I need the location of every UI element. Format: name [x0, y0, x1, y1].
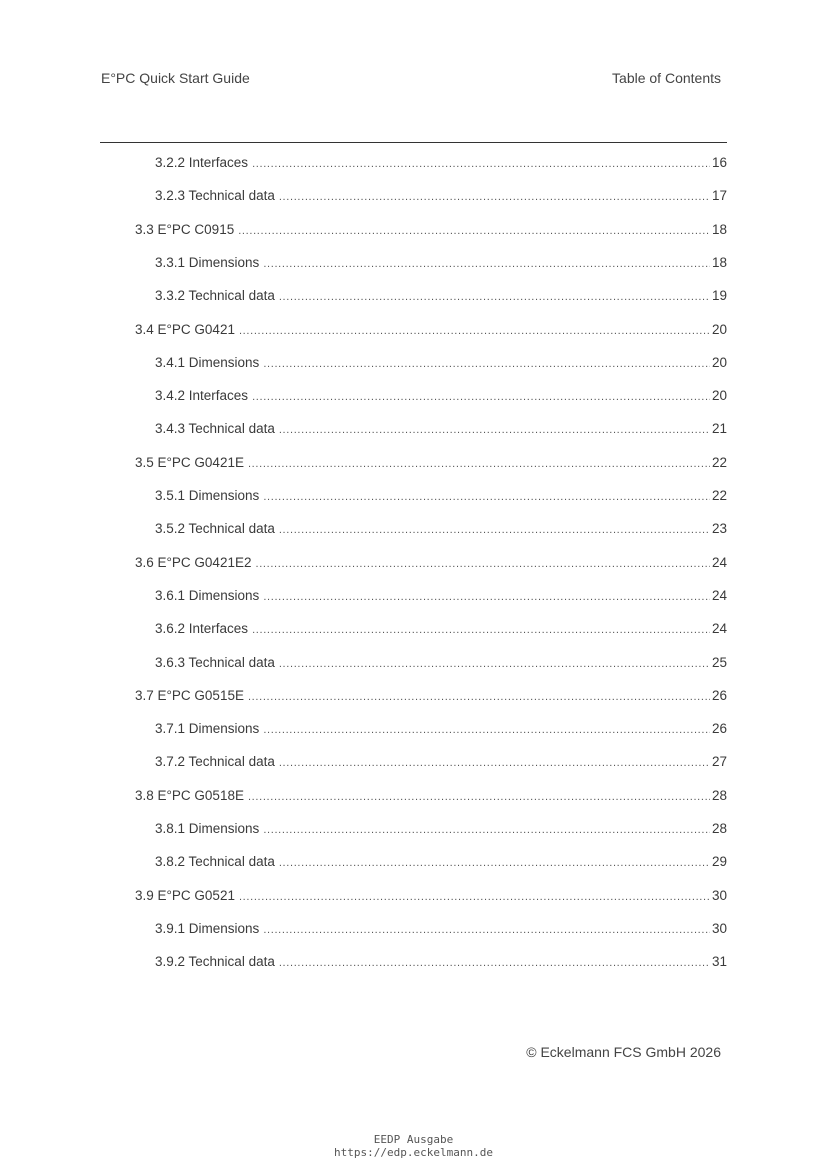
toc-leader-dots [279, 424, 710, 438]
toc-entry-page-number: 24 [711, 554, 727, 570]
toc-entry-page-number: 29 [711, 854, 727, 870]
toc-entry[interactable] [135, 688, 727, 708]
toc-entry-page-number: 31 [711, 954, 727, 970]
toc-entry[interactable] [155, 421, 727, 441]
toc-entry-page-number: 20 [711, 321, 727, 337]
toc-leader-dots [279, 524, 710, 538]
toc-leader-dots [255, 558, 709, 572]
toc-entry-page-number: 18 [711, 254, 727, 270]
toc-entry[interactable] [155, 355, 727, 375]
toc-entry-page-number: 26 [711, 687, 727, 703]
toc-entry-page-number: 22 [711, 454, 727, 470]
footer-edition: EEDP Ausgabe [373, 1133, 454, 1146]
toc-entry-label: 3.8 E°PC G0518E [135, 787, 244, 803]
toc-entry-page-number: 30 [711, 920, 727, 936]
toc-entry-label: 3.3.2 Technical data [155, 288, 275, 304]
toc-entry[interactable] [135, 222, 727, 242]
running-header-section: Table of Contents [612, 70, 721, 86]
toc-entry-page-number: 23 [711, 521, 727, 537]
toc-leader-dots [279, 957, 710, 971]
toc-leader-dots [239, 891, 710, 905]
toc-entry-label: 3.5.2 Technical data [155, 521, 275, 537]
toc-entry-page-number: 19 [711, 288, 727, 304]
toc-leader-dots [252, 391, 710, 405]
toc-entry-page-number: 17 [711, 188, 727, 204]
toc-entry[interactable] [135, 555, 727, 575]
toc-leader-dots [263, 924, 710, 938]
toc-leader-dots [263, 724, 710, 738]
toc-entry[interactable] [135, 322, 727, 342]
toc-leader-dots [238, 225, 710, 239]
toc-leader-dots [252, 158, 710, 172]
toc-entry-page-number: 21 [711, 421, 727, 437]
toc-entry-label: 3.2.2 Interfaces [155, 155, 249, 170]
toc-entry-page-number: 30 [711, 887, 727, 903]
toc-entry-page-number: 24 [711, 621, 727, 637]
toc-leader-dots [248, 691, 710, 705]
toc-leader-dots [263, 491, 710, 505]
toc-entry[interactable] [155, 921, 727, 941]
toc-entry[interactable] [155, 621, 727, 641]
toc-entry[interactable] [155, 588, 727, 608]
toc-entry-label: 3.7.1 Dimensions [155, 721, 260, 737]
running-header-title: E°PC Quick Start Guide [101, 70, 250, 86]
toc-entry-label: 3.4.2 Interfaces [155, 388, 249, 404]
toc-entry-page-number: 26 [711, 721, 727, 737]
toc-entry[interactable] [155, 854, 727, 874]
toc-leader-dots [263, 824, 710, 838]
toc-leader-dots [279, 658, 710, 672]
toc-leader-dots [279, 857, 710, 871]
toc-entry-label: 3.6.2 Interfaces [155, 621, 249, 637]
toc-entry-label: 3.7.2 Technical data [155, 754, 275, 770]
toc-entry-label: 3.4 E°PC G0421 [135, 321, 235, 337]
header-divider [100, 142, 727, 143]
toc-leader-dots [279, 191, 710, 205]
toc-entry-page-number: 27 [711, 754, 727, 770]
toc-leader-dots [279, 757, 710, 771]
toc-entry-page-number: 16 [711, 155, 727, 170]
toc-entry[interactable] [155, 288, 727, 308]
toc-entry-page-number: 28 [711, 787, 727, 803]
footer-url[interactable]: https://edp.eckelmann.de [334, 1146, 493, 1159]
toc-entry[interactable] [155, 255, 727, 275]
toc-leader-dots [248, 791, 710, 805]
toc-entry-label: 3.4.3 Technical data [155, 421, 275, 437]
toc-leader-dots [239, 325, 710, 339]
toc-entry[interactable] [155, 754, 727, 774]
copyright-notice: © Eckelmann FCS GmbH 2026 [526, 1044, 721, 1060]
toc-entry[interactable] [155, 388, 727, 408]
toc-entry-page-number: 18 [711, 221, 727, 237]
toc-entry-page-number: 20 [711, 354, 727, 370]
page-footer [0, 1133, 827, 1159]
toc-entry-label: 3.3.1 Dimensions [155, 254, 260, 270]
toc-entry[interactable] [155, 721, 727, 741]
toc-entry-page-number: 20 [711, 388, 727, 404]
toc-entry-label: 3.9 E°PC G0521 [135, 887, 235, 903]
toc-entry-label: 3.9.2 Technical data [155, 954, 275, 970]
toc-entry[interactable] [135, 788, 727, 808]
toc-entry[interactable] [155, 655, 727, 675]
toc-entry-label: 3.8.1 Dimensions [155, 821, 260, 836]
toc-entry-label: 3.6.1 Dimensions [155, 587, 260, 603]
toc-entry-page-number: 22 [711, 488, 727, 503]
toc-entry[interactable] [155, 488, 727, 508]
toc-leader-dots [248, 458, 710, 472]
toc-entry[interactable] [135, 455, 727, 475]
toc-entry[interactable] [135, 888, 727, 908]
toc-entry-label: 3.2.3 Technical data [155, 188, 275, 204]
toc-entry-label: 3.8.2 Technical data [155, 854, 275, 870]
toc-entry-label: 3.6.3 Technical data [155, 654, 275, 670]
toc-entry-page-number: 25 [711, 654, 727, 670]
toc-entry[interactable] [155, 188, 727, 208]
toc-entry-label: 3.9.1 Dimensions [155, 920, 260, 936]
toc-leader-dots [263, 591, 710, 605]
toc-entry-label: 3.7 E°PC G0515E [135, 687, 244, 703]
toc-entry-label: 3.3 E°PC C0915 [135, 221, 235, 237]
toc-entry[interactable] [155, 954, 727, 974]
toc-entry-page-number: 24 [711, 587, 727, 603]
toc-entry[interactable] [155, 155, 727, 175]
toc-entry-label: 3.6 E°PC G0421E2 [135, 554, 252, 570]
toc-leader-dots [252, 624, 710, 638]
toc-leader-dots [263, 258, 710, 272]
toc-entry-label: 3.5.1 Dimensions [155, 488, 260, 503]
toc-entry[interactable] [155, 521, 727, 541]
toc-entry-page-number: 28 [711, 821, 727, 836]
toc-leader-dots [279, 291, 710, 305]
toc-entry-label: 3.4.1 Dimensions [155, 354, 260, 370]
toc-leader-dots [263, 358, 710, 372]
toc-entry-label: 3.5 E°PC G0421E [135, 454, 244, 470]
toc-entry[interactable] [155, 821, 727, 841]
